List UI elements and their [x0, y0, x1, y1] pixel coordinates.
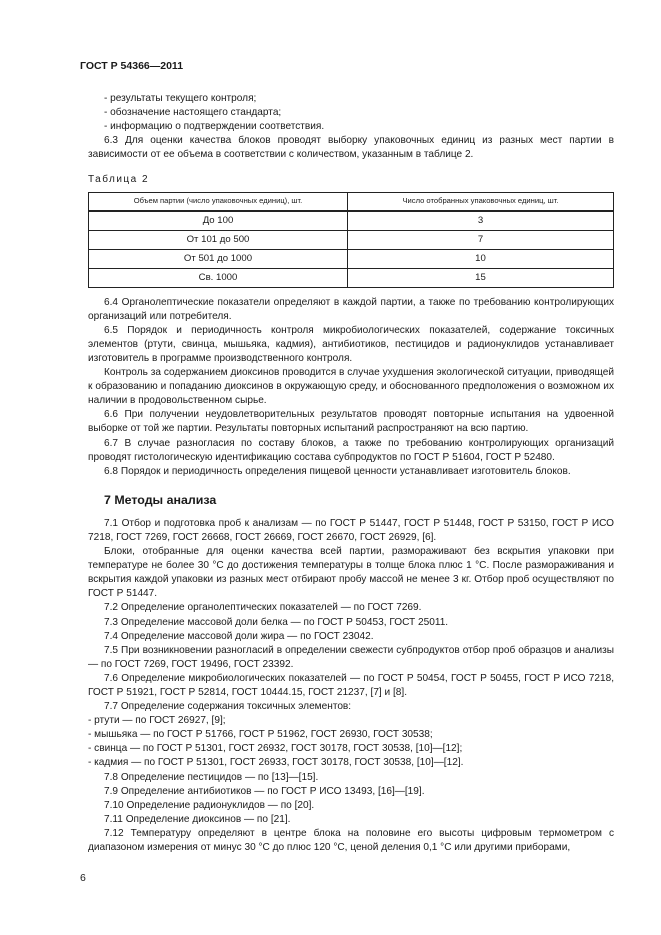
table-header-row — [89, 192, 614, 211]
paragraph-7-5: 7.5 При возникновении разногласий в определении свежести субпродуктов отбор проб образцов и анализы — по ГОСТ 7269, ГОСТ 19496, ГОСТ 23392. — [88, 644, 614, 670]
paragraph-7-6: 7.6 Определение микробиологических показателей — по ГОСТ Р 50454, ГОСТ Р 50455, ГОСТ Р ИСО 7218, ГОСТ Р 51921, ГОСТ Р 52814, ГОСТ 10444.15, ГОСТ 21237, [7] и [8]. — [88, 672, 614, 698]
paragraph-7-9: 7.9 Определение антибиотиков — по ГОСТ Р ИСО 13493, [16]—[19]. — [104, 785, 425, 797]
paragraph-7-11: 7.11 Определение диоксинов — по [21]. — [104, 813, 291, 825]
paragraph-dioxin-control: Контроль за содержанием диоксинов проводится в случае ухудшения экологической ситуации, приводящей к образованию и попаданию диоксинов в окружающую среду, и обоснованного предположения о возможном их наличии в продовольственном сырье. — [88, 367, 614, 407]
paragraph-7-10: 7.10 Определение радионуклидов — по [20]. — [104, 799, 315, 811]
toxic-item: - свинца — по ГОСТ Р 51301, ГОСТ 26932, ГОСТ 30178, ГОСТ 30538, [10]—[12]; — [88, 743, 463, 755]
toxic-item: - мышьяка — по ГОСТ Р 51766, ГОСТ Р 51962, ГОСТ 26930, ГОСТ 30538; — [88, 729, 433, 741]
table-cell-lot: От 501 до 1000 — [89, 249, 348, 268]
table-header-sample: Число отобранных упаковочных единиц, шт. — [348, 192, 614, 211]
toxic-item: - ртути — по ГОСТ 26927, [9]; — [88, 715, 226, 727]
sampling-table — [88, 192, 614, 288]
intro-item: - обозначение настоящего стандарта; — [104, 107, 282, 119]
intro-item: - информацию о подтверждении соответствия. — [104, 121, 325, 133]
page-content — [88, 92, 614, 855]
section-7-title: 7 Методы анализа — [104, 492, 217, 507]
paragraph-6-7: 6.7 В случае разногласия по составу блоков, а также по требованию контролирующих организаций проводят гистологическую идентификацию состава субпродуктов по ГОСТ Р 51604, ГОСТ Р 52480. — [88, 437, 614, 463]
paragraph-7-2: 7.2 Определение органолептических показателей — по ГОСТ 7269. — [104, 602, 422, 614]
standard-header: ГОСТ Р 54366—2011 — [80, 60, 184, 72]
paragraph-blocks-thawing: Блоки, отобранные для оценки качества всей партии, размораживают без вскрытия упаковки при температуре не более 30 °С до достижения температуры в толще блока плюс 1 °С. После размораживания и вскрытия каждой упаковки из разных мест отбирают пробу массой не менее 3 кг. Отбор проб осуществляют по ГОСТ Р 51447. — [88, 546, 614, 600]
table-cell-sample: 15 — [348, 268, 614, 287]
paragraph-6-3: 6.3 Для оценки качества блоков проводят выборку упаковочных единиц из разных мест партии в зависимости от ее объема в соответствии с количеством, указанным в таблице 2. — [88, 135, 614, 161]
table-cell-lot: От 101 до 500 — [89, 230, 348, 249]
table-row — [89, 268, 614, 287]
paragraph-7-3: 7.3 Определение массовой доли белка — по ГОСТ Р 50453, ГОСТ 25011. — [104, 616, 449, 628]
table-row — [89, 211, 614, 231]
table-caption: Таблица 2 — [88, 174, 150, 186]
paragraph-6-5: 6.5 Порядок и периодичность контроля микробиологических показателей, содержание токсичных элементов (ртути, свинца, мышьяка, кадмия), антибиотиков, пестицидов и радионуклидов устанавливает изготовитель в программе производственного контроля. — [88, 324, 614, 364]
paragraph-7-8: 7.8 Определение пестицидов — по [13]—[15]. — [104, 771, 319, 783]
paragraph-7-7: 7.7 Определение содержания токсичных элементов: — [104, 701, 352, 713]
table-header-lot: Объем партии (число упаковочных единиц), шт. — [89, 192, 348, 211]
paragraph-6-8: 6.8 Порядок и периодичность определения пищевой ценности устанавливает изготовитель блоков. — [104, 465, 571, 477]
table-row — [89, 249, 614, 268]
intro-item: - результаты текущего контроля; — [104, 93, 257, 104]
paragraph-6-6: 6.6 При получении неудовлетворительных результатов проводят повторные испытания на удвоенной выборке от той же партии. Результаты повторных испытаний распространяют на всю партию. — [88, 409, 614, 435]
table-cell-sample: 7 — [348, 230, 614, 249]
table-cell-sample: 3 — [348, 211, 614, 231]
paragraph-7-4: 7.4 Определение массовой доли жира — по ГОСТ 23042. — [104, 630, 374, 642]
table-row — [89, 230, 614, 249]
table-cell-sample: 10 — [348, 249, 614, 268]
table-cell-lot: До 100 — [89, 211, 348, 231]
page-number: 6 — [80, 872, 86, 884]
paragraph-7-12: 7.12 Температуру определяют в центре блока на половине его высоты цифровым термометром с диапазоном измерения от минус 30 °С до плюс 120 °С, ценой деления 0,1 °С или другими приборами, — [88, 827, 614, 854]
paragraph-6-4: 6.4 Органолептические показатели определяют в каждой партии, а также по требованию контролирующих организаций или потребителя. — [88, 296, 614, 322]
table-cell-lot: Св. 1000 — [89, 268, 348, 287]
paragraph-7-1: 7.1 Отбор и подготовка проб к анализам — по ГОСТ Р 51447, ГОСТ Р 51448, ГОСТ Р 53150, ГОСТ Р ИСО 7218, ГОСТ 7269, ГОСТ 26668, ГОСТ 26669, ГОСТ 26670, ГОСТ 26929, [6]. — [88, 517, 614, 543]
toxic-item: - кадмия — по ГОСТ Р 51301, ГОСТ 26933, ГОСТ 30178, ГОСТ 30538, [10]—[12]. — [88, 757, 464, 769]
